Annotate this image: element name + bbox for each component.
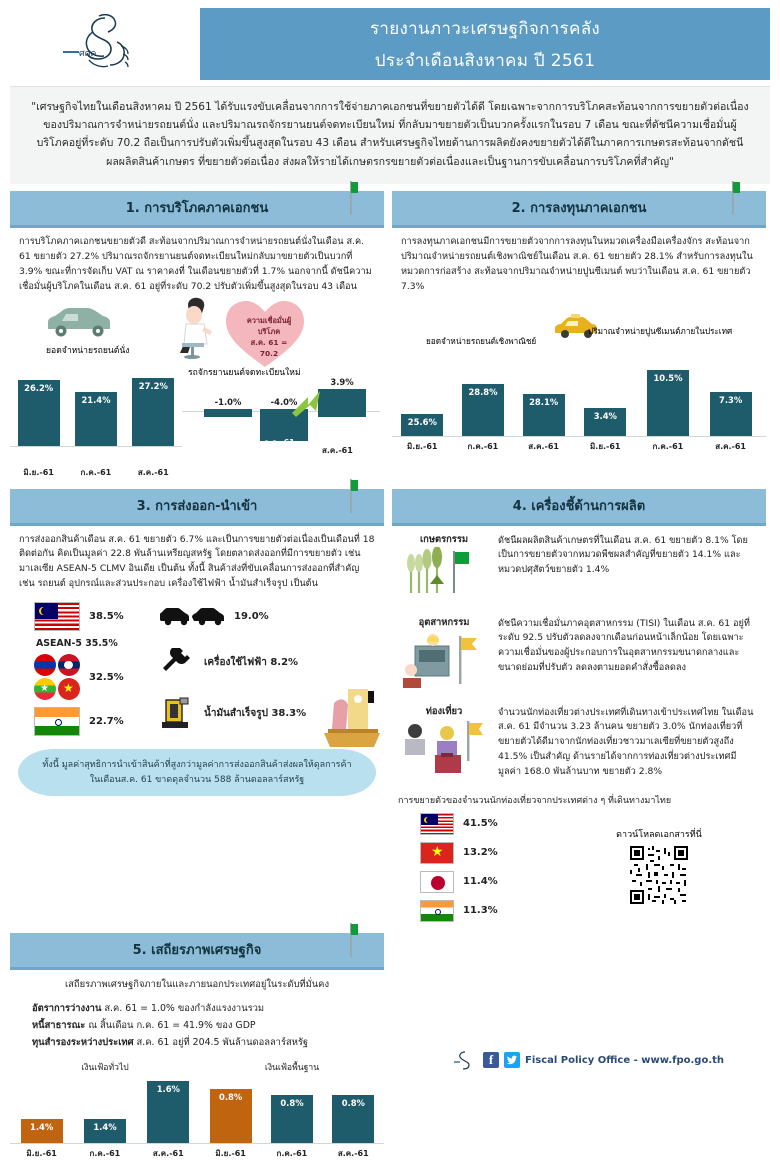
export-market-value: 38.5% [89,611,124,623]
section-economic-stability [10,933,384,1160]
bar-value: 26.2% [24,382,54,393]
tourists-icon [401,719,487,777]
tourist-row [420,842,558,864]
section5-title: 5. เสถียรภาพเศรษฐกิจ [132,942,262,958]
x-axis-label: ส.ค.-61 [337,1148,369,1158]
title-bar [200,8,770,80]
qr-block [558,813,760,929]
section4-header [392,489,766,526]
tourism-label: ท่องเที่ยว [425,705,463,717]
tourism-text: จำนวนนักท่องเที่ยวต่างประเทศที่เดินทางเข้าประเทศไทย ในเดือนส.ค. 61 มีจำนวน 3.23 ล้านคน ขยายตัว 3.0% นักท่องเที่ยวที่ขยายตัวได้ดีมาจากนักท่องเที่ยวชาวมาเลเซียที่ขยายตัวสูงถึง 41.5% เป็นสำคัญ ด้านรายได้จากการท่องเที่ยวต่างประเทศมีมูลค่า 168.0 พันล้านบาท ขยายตัว 2.8% [498,706,754,778]
vietnam-flag: ★ [420,842,454,864]
twitter-icon[interactable] [504,1052,520,1068]
x-axis-label: ส.ค.-61 [137,467,169,477]
qr-code-icon[interactable] [630,846,688,904]
svg-text:ศศค: ศศค [79,49,97,59]
bar-item [145,1081,191,1143]
tourist-value: 11.3% [463,905,498,916]
section5-subtitle: เสถียรภาพเศรษฐกิจภายในและภายนอกประเทศอยู่ในระดับที่มั่นคง [64,978,330,990]
bar-item [73,392,119,446]
chart-headline-inflation-title: เงินเฟ้อทั่วไป [81,1062,129,1073]
export-market-value: 32.5% [89,671,124,683]
bar-value: 1.4% [30,1121,54,1132]
chart-motorcycle-title: รถจักรยานยนต์จดทะเบียนใหม่ [188,367,301,378]
footer-text[interactable]: Fiscal Policy Office - www.fpo.go.th [525,1054,725,1066]
bar-item [269,1095,315,1143]
bar-item [16,380,62,446]
chart-core-inflation [200,1089,384,1143]
report-title-line1: รายงานภาวะเศรษฐกิจการคลัง [369,18,601,39]
chart-commercial-car-sales [392,384,574,436]
section-export-import [10,489,384,929]
section2-header [392,191,766,228]
bar-value: 27.2% [138,380,168,391]
section1-body: การบริโภคภาคเอกชนขยายตัวดี สะท้อนจากปริมาณการจำหน่ายรถยนต์นั่งในเดือน ส.ค. 61 ขยายตัว 27.2% ปริมาณรถจักรยานยนต์จดทะเบียนใหม่กลับมาขยายตัวเป็นบวกที่ 3.9% ขณะที่การจัดเก็บ VAT ณ ราคาคงที่ ในเดือนขยายตัวที่ 1.7% นอกจากนี้ ดัชนีความเชื่อมั่นผู้บริโภคในเดือน ส.ค. 61 อยู่ที่ระดับ 70.2 ปรับตัวเพิ่มขึ้นสูงสุดในรอบ 43 เดือน [19,235,372,292]
agriculture-label: เกษตรกรรม [419,533,469,545]
section-private-investment [392,191,766,479]
india-flag [420,900,454,922]
section3-body: การส่งออกสินค้าเดือน ส.ค. 61 ขยายตัว 6.7% และเป็นการขยายตัวต่อเนื่องเป็นเดือนที่ 18 ติดต่อกัน คิดเป็นมูลค่า 22.8 พันล้านเหรียญสหรัฐ โดยตลาดส่งออกที่มีการขยายตัว เช่น มาเลเซีย ASEAN-5 CLMV อินเดีย เป็นต้น ทั้งนี้ สินค้าส่งที่ขับเคลื่อนการส่งออกที่สำคัญ เช่น รถยนต์ อุปกรณ์และส่วนประกอบ เครื่องใช้ไฟฟ้า น้ำมันสำเร็จรูป เป็นต้น [19,533,375,590]
section2-body: การลงทุนภาคเอกชนมีการขยายตัวจากการลงทุนในหมวดเครื่องมือเครื่องจักร สะท้อนจากปริมาณจำหน่ายรถยนต์เชิงพาณิชย์ในเดือน ส.ค. 61 ขยายตัว 28.1% สำหรับการลงทุนในหมวดการก่อสร้าง สะท้อนจากปริมาณจำหน่ายปูนซีเมนต์ พบว่าในเดือน ส.ค. 61 ขยายตัว 7.3% [401,235,753,292]
stat-public-debt [32,1017,384,1034]
chart-core-inflation-title: เงินเฟ้อพื้นฐาน [264,1062,320,1073]
bar-value: 3.4% [593,410,617,421]
tourist-row [420,813,558,835]
bar-item [521,394,567,436]
x-axis-label: มิ.ย.-61 [407,441,438,451]
report-title-line2: ประจำเดือนสิงหาคม ปี 2561 [374,50,596,71]
summary-quote: "เศรษฐกิจไทยในเดือนสิงหาคม ปี 2561 ได้รับแรงขับเคลื่อนจากการใช้จ่ายภาคเอกชนที่ขยายตัวได้ดี โดยเฉพาะจากการบริโภคสะท้อนจากการขยายตัวต่อเนื่องของปริมาณการจำหน่ายรถยนต์นั่ง และปริมาณรถจักรยานยนต์จดทะเบียนใหม่ ที่กลับมาขยายตัวเป็นบวกครั้งแรกในรอบ 7 เดือน ขณะที่ดัชนีความเชื่อมั่นผู้บริโภคอยู่ที่ระดับ 70.2 ถือเป็นการปรับตัวเพิ่มขึ้นสูงสุดในรอบ 43 เดือน สำหรับเศรษฐกิจไทยด้านการผลิตยังคงขยายตัวได้ดีในภาคการเกษตรสะท้อนจากดัชนีผลผลิตสินค้าเกษตร ที่ขยายตัวต่อเนื่อง ส่งผลให้รายได้เกษตรกรขยายตัวต่อเนื่องและเป็นฐานการขับเคลื่อนการบริโภคที่สำคัญ" [10,86,770,184]
section-private-consumption [10,191,384,479]
bar-value: 0.8% [219,1091,243,1102]
section4-title: 4. เครื่องชี้ด้านการผลิต [512,498,646,514]
export-good-value: 19.0% [234,610,269,622]
bar-value: 10.5% [653,372,683,383]
person-icon [170,297,222,359]
tourist-chart-title: การขยายตัวของจำนวนนักท่องเที่ยวจากประเทศต่าง ๆ ที่เดินทางมาไทย [398,795,672,806]
section5-header [10,933,384,970]
chart-car-sales [10,369,182,447]
bar-item [208,1089,254,1143]
green-flag-icon [344,181,358,215]
chart-commercial-car-title: ยอดจำหน่ายรถยนต์เชิงพาณิชย์ [426,335,537,346]
export-market-row [34,654,160,700]
bar-item [460,384,506,436]
section1-title: 1. การบริโภคภาคเอกชน [125,200,269,216]
bar-item [582,408,628,436]
x-axis-label: ก.ค.-61 [89,1148,121,1158]
chart-car-sales-title: ยอดจำหน่ายรถยนต์นั่ง [46,345,130,356]
export-good-row [160,604,384,628]
bar-value: 28.1% [529,396,559,407]
x-axis-label: ส.ค.-61 [152,1148,184,1158]
stat-unemployment [32,1000,384,1017]
export-market-value: 22.7% [89,716,124,728]
section3-title: 3. การส่งออก-นำเข้า [136,498,258,514]
stat-label: หนี้สาธารณะ [32,1019,86,1031]
qr-label: ดาวน์โหลดเอกสารที่นี่ [616,829,702,840]
section1-header [10,191,384,228]
bar-value: 7.3% [719,394,743,405]
chart-cement-title: ปริมาณจำหน่ายปูนซีเมนต์ภายในประเทศ [588,325,733,336]
x-axis-label: ก.ค.-61 [467,441,499,451]
japan-flag [420,871,454,893]
industry-label: อุตสาหกรรม [418,616,470,628]
car-icon [160,604,226,628]
export-goods-list [160,602,384,743]
fpo-logo-icon [59,12,151,76]
bar-item [399,414,445,436]
green-flag-icon [344,923,358,957]
x-axis-label: มิ.ย.-61 [26,1148,57,1158]
car-icon [42,305,116,339]
export-good-label: เครื่องใช้ไฟฟ้า 8.2% [204,656,299,668]
agriculture-block [392,526,766,603]
industry-text: ดัชนีความเชื่อมั่นภาคอุตสาหกรรม (TISI) ในเดือน ส.ค. 61 อยู่ที่ระดับ 92.5 ปรับตัวลดลงจากเดือนก่อนหน้าเล็กน้อย โดยเฉพาะความเชื่อมั่นของผู้ประกอบการในอุตสาหกรรมขนาดกลางและขนาดย่อมที่ปรับตัว ลดลงตามยอดคำสั่งซื้อลดลง [498,617,750,674]
tourist-row [420,871,558,893]
clmv-flags: ★ ★ [34,654,80,700]
stat-value: ส.ค. 61 อยู่ที่ 204.5 พันล้านดอลลาร์สหรัฐ [133,1037,309,1049]
consumer-confidence-value: ส.ค. 61 = 70.2 [250,337,288,358]
industry-block [392,603,766,692]
x-axis-label: ก.ค.-61 [276,1148,308,1158]
x-axis-label: ส.ค.-61 [528,441,559,451]
factory-worker-icon [401,630,487,688]
chart-cement-sales [574,370,762,436]
bar-value: 28.8% [468,386,498,397]
malaysia-flag [34,602,80,631]
section3-header [10,489,384,526]
bar-item [19,1119,65,1143]
consumer-confidence-label: ความเชื่อมั่นผู้บริโภค [246,315,292,336]
facebook-icon[interactable]: f [483,1052,499,1068]
x-axis-label: มิ.ย.-61 [215,1148,246,1158]
fpo-logo-icon [452,1050,478,1070]
agriculture-text: ดัชนีผลผลิตสินค้าเกษตรที่ในเดือน ส.ค. 61 ขยายตัว 8.1% โดยเป็นการขยายตัวจากหมวดพืชผลสำคัญที่ขยายตัว 14.1% และหมวดปศุสัตว์ขยายตัว 1.4% [498,534,748,576]
trade-deficit-callout: ทั้งนี้ มูลค่าสุทธิการนำเข้าสินค้าที่สูงกว่ามูลค่าการส่งออกสินค้าส่งผลให้ดุลการค้าในเดือนส.ค. 61 ขาดดุลจำนวน 588 ล้านดอลลาร์สหรัฐ [18,749,376,796]
stat-value: ณ สิ้นเดือน ก.ค. 61 = 41.9% ของ GDP [85,1019,256,1031]
stat-value: ส.ค. 61 = 1.0% ของกำลังแรงงานรวม [101,1002,265,1014]
asean5-label: ASEAN-5 35.5% [36,638,118,650]
export-market-row [34,602,160,631]
bar-value: -1.0% [214,396,242,407]
export-market-row [34,707,160,736]
section2-title: 2. การลงทุนภาคเอกชน [511,200,647,216]
bar-item [708,392,754,436]
bar-value: 0.8% [341,1097,365,1108]
tourist-row [420,900,558,922]
green-flag-icon [726,181,740,215]
tourism-block [392,692,766,781]
export-good-label: น้ำมันสำเร็จรูป 38.3% [204,707,307,719]
fpo-logo [10,8,200,80]
tourist-value: 41.5% [463,818,498,829]
export-markets-list [10,602,160,743]
x-axis-label: มิ.ย.-61 [206,431,237,441]
export-good-row [160,644,384,680]
stat-label: อัตราการว่างงาน [32,1002,102,1014]
bar-item [82,1119,128,1143]
bar-value: -4.0% [270,396,298,407]
page-header [10,8,770,80]
india-flag [34,707,80,736]
bar-item [330,1095,376,1143]
green-flag-icon [344,479,358,513]
x-axis-label: มิ.ย.-61 [590,441,621,451]
tourist-value: 11.4% [463,876,498,887]
x-axis-label: ก.ค.-61 [264,437,295,447]
bar-value: 21.4% [81,394,111,405]
x-axis-label: ส.ค.-61 [715,441,746,451]
plug-icon [160,644,196,680]
up-arrow-icon [290,383,324,417]
x-axis-label: ก.ค.-61 [80,467,112,477]
ship-icon [316,681,390,755]
bar-item [645,370,691,436]
tourist-flags-list [398,813,558,929]
bar-value: 0.8% [280,1097,304,1108]
x-axis-label: ส.ค.-61 [322,445,353,455]
row-sections-3-4 [10,489,770,929]
bar-value: 3.9% [330,376,354,387]
bar-value: 1.4% [93,1121,117,1132]
x-axis-label: ก.ค.-61 [652,441,684,451]
tourist-value: 13.2% [463,847,498,858]
stat-reserves [32,1034,384,1051]
bar-value: 25.6% [407,416,437,427]
section-production-indicators [392,489,766,929]
stat-label: ทุนสำรองระหว่างประเทศ [32,1037,134,1049]
malaysia-flag [420,813,454,835]
crops-icon [401,547,487,599]
bar-value: 1.6% [156,1083,180,1094]
bar-item [130,378,176,446]
oil-pump-icon [160,694,196,732]
x-axis-label: มิ.ย.-61 [23,467,54,477]
row-sections-1-2 [10,191,770,479]
chart-headline-inflation [10,1081,200,1143]
page-footer [452,1044,724,1070]
